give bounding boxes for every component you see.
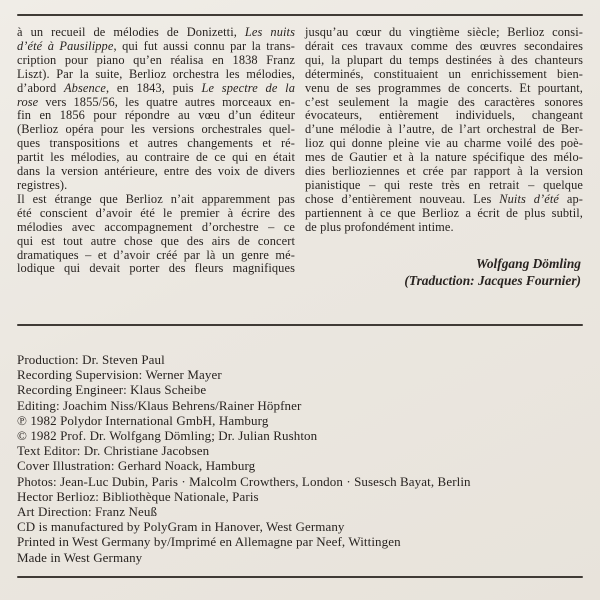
signature-author: Wolfgang Dömling — [475, 255, 581, 271]
text-line — [17, 221, 295, 235]
text-segment: lioz qui donne pleine vie au charme voilé des poè- — [305, 136, 583, 151]
text-segment: mes de Gautier et à la nature spécifique des mélo- — [305, 150, 583, 165]
text-segment: ques transpositions et autres changements et ré- — [17, 136, 295, 151]
text-line — [305, 96, 583, 110]
credit-line: Editing: Joachim Niss/Klaus Behrens/Rainer Höpfner — [17, 397, 302, 413]
text-segment: mélodies avec accompagnement d’orchestre – ce — [17, 219, 295, 234]
text-line — [17, 165, 295, 179]
text-line — [17, 193, 295, 207]
text-segment: cription pour piano qu’en réalisa en 1838 Franz — [17, 52, 295, 67]
text-segment: chose d’entièrement nouveau. Les — [305, 191, 500, 206]
signature-translation: (Traduction: Jacques Fournier) — [404, 273, 581, 289]
text-line — [17, 26, 295, 40]
text-line — [17, 82, 295, 96]
text-segment: évocateurs, entièrement individuels, changeant — [305, 108, 583, 123]
text-segment: déterminés, constituaient un enrichissement bien- — [305, 66, 583, 81]
text-line — [17, 40, 295, 54]
text-segment: fin en 1856 pour répondre au vœu d’un éditeur — [17, 108, 295, 123]
text-line — [305, 68, 583, 82]
italic-text: Le spectre de la — [201, 80, 296, 95]
credit-line: Production: Dr. Steven Paul — [17, 352, 165, 367]
text-line — [305, 151, 583, 165]
text-segment: lodique qui devait porter des fleurs magnifiques — [17, 261, 295, 276]
text-segment: de plus profondément intime. — [305, 219, 454, 234]
text-line — [305, 207, 583, 221]
text-line — [305, 193, 583, 207]
text-segment: qui, la plupart du temps destinées à des chanteurs — [305, 52, 583, 67]
credits-block — [17, 352, 589, 565]
text-line — [17, 249, 295, 263]
text-segment: été conscient d’avoir été le premier à écrire des — [17, 205, 295, 220]
text-segment: dies berlioziennes et crée par rapport à la version — [305, 164, 583, 179]
text-segment: venu de ses programmes de concerts. Et pourtant, — [305, 80, 583, 95]
text-segment: Il est étrange que Berlioz n’ait apparemment pas — [17, 191, 295, 206]
credit-line: © 1982 Prof. Dr. Wolfgang Dömling; Dr. Julian Rushton — [17, 428, 318, 444]
text-segment: vers 1855/56, les quatre autres morceaux en- — [38, 94, 295, 109]
text-line — [17, 96, 295, 110]
italic-text: Les nuits — [244, 25, 296, 39]
text-line — [17, 137, 295, 151]
text-segment: dans la version antérieure, entre des voix de divers — [17, 164, 295, 179]
text-segment: dérait ces travaux comme des œuvres secondaires — [305, 38, 583, 53]
text-segment: partiennent à ce que Berlioz a écrit de plus subtil, — [305, 205, 583, 220]
article-right-column — [305, 26, 583, 290]
credit-line: Cover Illustration: Gerhard Noack, Hamburg — [17, 458, 256, 474]
text-line — [305, 123, 583, 137]
italic-text: d’été à Pausilippe — [17, 38, 114, 53]
text-segment: partit les mélodies, au contraire de ce qui en était — [17, 150, 295, 165]
text-segment: jusqu’au cœur du vingtième siècle; Berlioz consi- — [305, 25, 583, 39]
text-line — [17, 68, 295, 82]
credit-line: CD is manufactured by PolyGram in Hanover, West Germany — [17, 519, 345, 535]
text-line — [17, 179, 295, 193]
text-segment: c’est seulement la magie des caractères sonores — [305, 94, 583, 109]
text-line — [17, 262, 295, 276]
text-line — [17, 123, 295, 137]
text-line — [305, 26, 583, 40]
italic-text: rose — [17, 94, 39, 109]
text-line — [17, 151, 295, 165]
text-line — [17, 235, 295, 249]
article-right-lines — [305, 26, 583, 235]
text-segment: registres). — [17, 177, 68, 192]
text-line — [17, 54, 295, 68]
text-segment: dramatiques – et d’avoir créé par là un genre mé- — [17, 247, 295, 262]
text-segment: , en 1843, puis — [105, 80, 202, 95]
credit-line: Made in West Germany — [17, 549, 143, 565]
credit-line: Photos: Jean-Luc Dubin, Paris · Malcolm Crowthers, London · Susesch Bayat, Berlin — [17, 473, 471, 489]
text-line — [17, 207, 295, 221]
top-rule — [17, 14, 583, 16]
credit-line: Recording Engineer: Klaus Scheibe — [17, 382, 207, 398]
text-segment: d’une mélodie à l’autre, de l’art orchestral de Ber- — [305, 122, 583, 137]
italic-text: Nuits d’été — [499, 191, 560, 206]
text-segment: Liszt). Par la suite, Berlioz orchestra les mélodies, — [17, 66, 295, 81]
text-line — [305, 179, 583, 193]
credit-line: ℗ 1982 Polydor International GmbH, Hamburg — [17, 412, 269, 428]
text-segment: d’abord — [17, 80, 64, 95]
text-segment: (Berlioz opéra pour les versions orchestrales quel- — [17, 122, 295, 137]
text-line — [305, 137, 583, 151]
text-line — [305, 165, 583, 179]
text-line — [305, 82, 583, 96]
credit-line: Printed in West Germany by/Imprimé en Allemagne par Neef, Wittingen — [17, 534, 401, 550]
credit-line: Hector Berlioz: Bibliothèque Nationale, Paris — [17, 488, 259, 504]
credit-line: Text Editor: Dr. Christiane Jacobsen — [17, 443, 210, 459]
text-segment: pianistique – qui reste très en retrait – quelque — [305, 177, 583, 192]
text-segment: ap- — [559, 191, 583, 206]
text-line — [305, 54, 583, 68]
signature-block — [305, 255, 583, 290]
text-segment: à un recueil de mélodies de Donizetti, — [17, 25, 245, 39]
text-line — [305, 109, 583, 123]
credit-line: Art Direction: Franz Neuß — [17, 504, 158, 520]
italic-text: Absence — [63, 80, 106, 95]
credit-line: Recording Supervision: Werner Mayer — [17, 367, 222, 383]
text-segment: , qui fut aussi connu par la trans- — [113, 38, 296, 53]
article-columns — [17, 26, 583, 290]
text-segment: qui est tout autre chose que des airs de concert — [17, 233, 295, 248]
bottom-rule — [17, 576, 583, 578]
middle-rule — [17, 324, 583, 326]
text-line — [305, 221, 583, 235]
text-line — [305, 40, 583, 54]
text-line — [17, 109, 295, 123]
article-left-column — [17, 26, 295, 290]
